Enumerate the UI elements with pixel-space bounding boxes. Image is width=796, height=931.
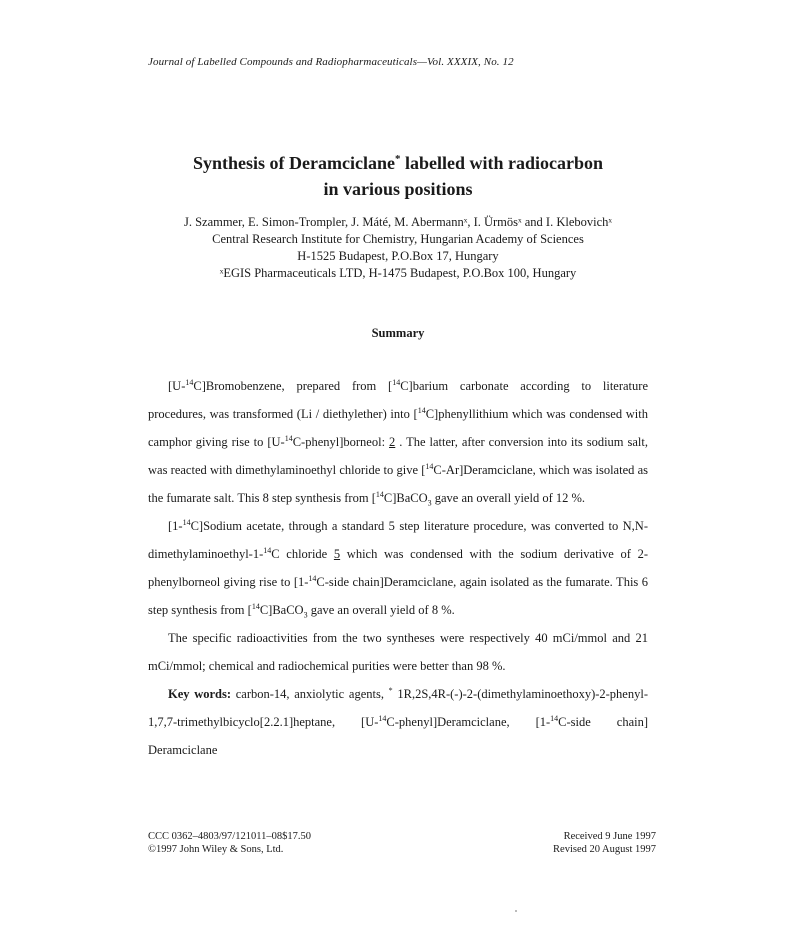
subscript: 3	[303, 610, 308, 620]
title-part: Synthesis of Deramciclane	[193, 153, 395, 173]
scan-speck	[515, 910, 517, 912]
paper-title	[120, 146, 676, 202]
text-run: C-side chain] Deramciclane	[148, 715, 649, 757]
superscript: 14	[251, 601, 260, 611]
superscript: 14	[392, 377, 401, 387]
footer-dates	[553, 830, 656, 856]
compound-number: 2	[389, 435, 396, 449]
affiliation-2: ˣEGIS Pharmaceuticals LTD, H-1475 Budapest, P.O.Box 100, Hungary	[219, 266, 577, 280]
text-run: carbon-14, anxiolytic agents,	[231, 687, 389, 701]
text-run: [U-	[168, 379, 186, 393]
text-run: C]Sodium acetate, through a standard 5 step literature procedure, was converted to N,N-dimethylaminoethyl-1-	[148, 519, 648, 561]
title-line-2: in various positions	[323, 179, 473, 199]
author-names: J. Szammer, E. Simon-Trompler, J. Máté, M. Abermannˣ, I. Ürmösˣ and I. Klebovichˣ	[183, 215, 613, 229]
superscript: 14	[375, 489, 384, 499]
summary-body	[148, 372, 648, 764]
superscript: *	[388, 685, 393, 695]
superscript: 14	[263, 545, 272, 555]
text-run: C]phenyllithium which was condensed with camphor giving rise to [U-	[148, 407, 648, 449]
revised-date: Revised 20 August 1997	[553, 844, 656, 855]
text-run: C chloride	[271, 547, 334, 561]
text-run: 1R,2S,4R-(-)-2-(dimethylaminoethoxy)-2-phenyl-1,7,7-trimethylbicyclo[2.2.1]heptane, [U-	[148, 687, 648, 729]
text-run: C-phenyl]Deramciclane, [1-	[386, 715, 551, 729]
text-run: gave an overall yield of 8 %.	[307, 603, 455, 617]
summary-heading: Summary	[371, 326, 425, 340]
superscript: 14	[378, 713, 387, 723]
superscript: 14	[284, 433, 293, 443]
text-run: which was condensed with the sodium derivative of 2-phenylborneol giving rise to [1-	[148, 547, 648, 589]
superscript: 14	[185, 377, 194, 387]
text-run: C]barium carbonate according to literature procedures, was transformed (Li / diethylether) into [	[148, 379, 648, 421]
copyright-line: ©1997 John Wiley & Sons, Ltd.	[148, 844, 284, 855]
key-words-label: Key words:	[168, 687, 232, 701]
text-run: [1-	[168, 519, 183, 533]
title-part: labelled with radiocarbon	[400, 153, 603, 173]
text-run: C]Bromobenzene, prepared from [	[193, 379, 393, 393]
subscript: 3	[427, 498, 432, 508]
title-footnote-mark: *	[394, 153, 401, 165]
affiliation-address-1: H-1525 Budapest, P.O.Box 17, Hungary	[297, 249, 499, 263]
text-run: gave an overall yield of 12 %.	[431, 491, 586, 505]
superscript: 14	[182, 517, 191, 527]
superscript: 14	[417, 405, 426, 415]
affiliation-1: Central Research Institute for Chemistry, Hungarian Academy of Sciences	[212, 232, 584, 246]
text-run: C-side chain]Deramciclane, again isolated as the fumarate. This 6 step synthesis from [	[148, 575, 649, 617]
summary-paragraph-2	[148, 512, 648, 624]
text-run: C-Ar]Deramciclane, which was isolated as the fumarate salt. This 8 step synthesis from [	[148, 463, 649, 505]
ccc-code: CCC 0362–4803/97/121011–08$17.50	[148, 831, 311, 842]
summary-paragraph-1	[148, 372, 648, 512]
summary-paragraph-3: The specific radioactivities from the two syntheses were respectively 40 mCi/mmol and 21 mCi/mmol; chemical and radiochemical purities were better than 98 %.	[148, 631, 648, 673]
text-run: . The latter, after conversion into its sodium salt, was reacted with dimethylaminoethyl chloride to give [	[148, 435, 648, 477]
key-words-paragraph	[148, 680, 648, 764]
author-block	[120, 214, 676, 282]
superscript: 14	[550, 713, 559, 723]
superscript: 14	[308, 573, 317, 583]
text-run: C-phenyl]borneol:	[292, 435, 390, 449]
journal-header: Journal of Labelled Compounds and Radiopharmaceuticals—Vol. XXXIX, No. 12	[148, 56, 514, 68]
footer-copyright	[148, 830, 311, 856]
received-date: Received 9 June 1997	[563, 831, 656, 842]
text-run: C]BaCO	[259, 603, 304, 617]
compound-number: 5	[333, 547, 341, 561]
superscript: 14	[425, 461, 434, 471]
text-run: C]BaCO	[383, 491, 428, 505]
